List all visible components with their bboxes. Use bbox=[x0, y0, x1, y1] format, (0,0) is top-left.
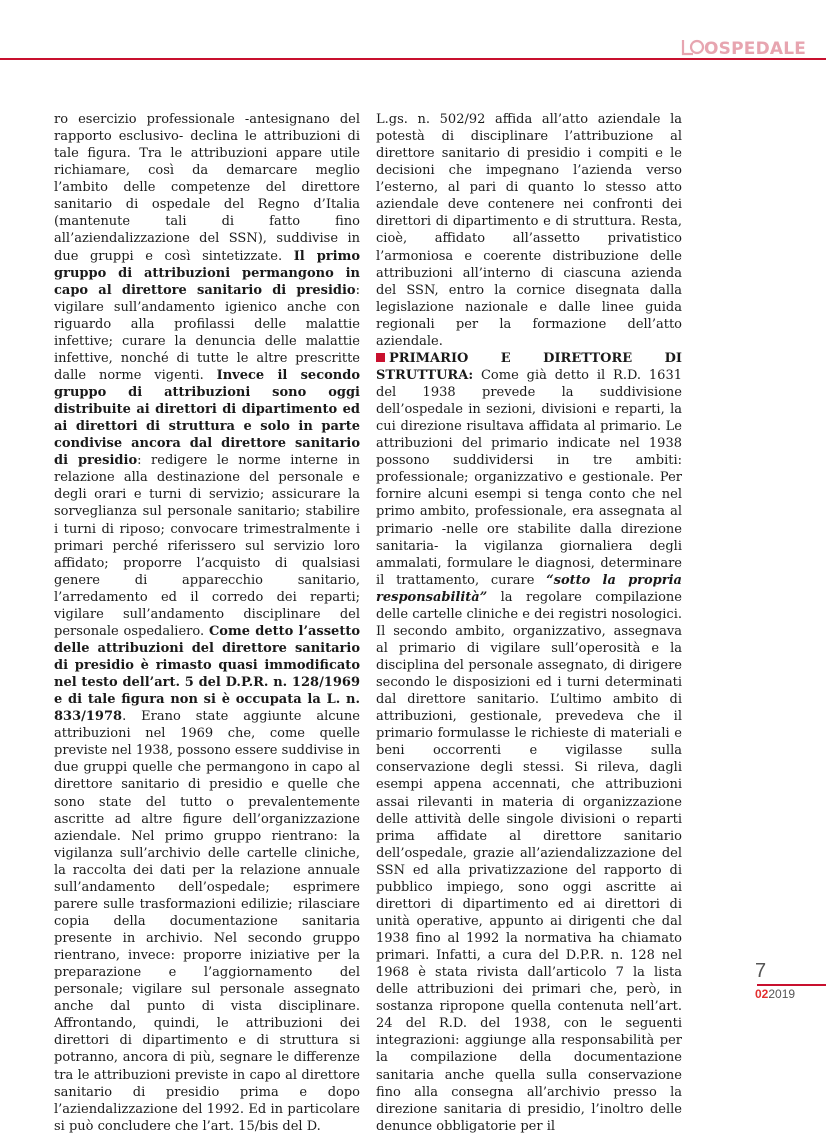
section-square-icon bbox=[376, 353, 385, 362]
quote-text: “sotto la propria responsabilità” bbox=[376, 572, 682, 605]
header-rule bbox=[0, 58, 826, 60]
right-paragraph-2: PRIMARIO E DIRETTORE DI STRUTTURA: Come già detto il R.D. 1631 del 1938 prevede la suddivisione dell’ospedale in sezioni, divisioni e reparti, la cui direzione risultava affidata al primario. Le attribuzioni del primario indicate nel 1938 possono suddividersi in tre ambiti: professionale; organizzativo e gestionale. Per fornire alcuni esempi si tenga conto che nel primo ambito, professionale, era assegnata al primario -nelle ore stabilite dalla direzione sanitaria- la vigilanza giornaliera degli ammalati, formulare le diagnosi, determinare il trattamento, curare “sotto la propria responsabilità” la regolare compilazione delle cartelle cliniche e dei registri nosologici. Il secondo ambito, organizzativo, assegnava al primario di vigilare sull’operosità e la disciplina del personale assegnato, di dirigere secondo le disposizioni ed i turni determinati dal direttore sanitario. L’ultimo ambito di attribuzioni, gestionale, prevedeva che il primario formulasse le richieste di materiali e beni occorrenti e vigilasse sulla conservazione degli stessi. Si rileva, dagli esempi appena accennati, che attribuzioni assai rilevanti in materia di organizzazione delle attività delle singole divisioni o reparti prima affidate al direttore sanitario dell’ospedale, grazie all’aziendalizzazione del SSN ed alla privatizzazione del rapporto di pubblico impiego, sono oggi ascritte ai direttori di dipartimento ed ai direttori di unità operative, appunto ai dirigenti che dal 1938 fino al 1992 la normativa ha chiamato primari. Infatti, a cura del D.P.R. n. 128 nel 1968 è stata rivista dall’articolo 7 la lista delle attribuzioni dei primari che, però, in sostanza ripropone quella contenuta nell’art. 24 del R.D. del 1938, con le seguenti integrazioni: aggiunge alla responsabilità per la compilazione della documentazione sanitaria anche quella sulla conservazione fino alla consegna all’archivio presso la direzione sanitaria di presidio, l’inoltro delle denunce obbligatorie per il bbox=[376, 350, 682, 1134]
brand-logo-icon bbox=[680, 38, 704, 58]
issue-number: 02 bbox=[755, 987, 769, 1001]
brand-text: OSPEDALE bbox=[704, 39, 807, 59]
section-heading: PRIMARIO E DIRETTORE DI STRUTTURA: bbox=[376, 350, 682, 383]
magazine-brand bbox=[680, 38, 820, 58]
left-paragraph: ro esercizio professionale -antesignano del rapporto esclusivo- declina le attribuzioni di tale figura. Tra le attribuzioni appare utile richiamare, così da demarcare meglio l’ambito delle competenze del direttore sanitario di ospedale del Regno d’Italia (mantenute tali di fatto fino all’aziendalizzazione del SSN), suddivise in due gruppi e così sintetizzate. Il primo gruppo di attribuzioni permangono in capo al direttore sanitario di presidio: vigilare sull’andamento igienico anche con riguardo alla profilassi delle malattie infettive; curare la denuncia delle malattie infettive, nonché di tutte le altre prescritte dalle norme vigenti. Invece il secondo gruppo di attribuzioni sono oggi distribuite ai direttori di dipartimento ed ai direttori di struttura e solo in parte condivise ancora dal direttore sanitario di presidio: redigere le norme interne in relazione alla destinazione del personale e degli orari e turni di servizio; assicurare la sorveglianza sul personale sanitario; stabilire i turni di riposo; convocare trimestralmente i primari perché riferissero sul servizio loro affidato; proporre l’acquisto di qualsiasi genere di apparecchio sanitario, l’arredamento ed il corredo dei reparti; vigilare sull’andamento disciplinare del personale ospedaliero. Come detto l’assetto delle attribuzioni del direttore sanitario di presidio è rimasto quasi immodificato nel testo dell’art. 5 del D.P.R. n. 128/1969 e di tale figura non si è occupata la L. n. 833/1978. Erano state aggiunte alcune attribuzioni nel 1969 che, come quelle previste nel 1938, possono essere suddivise in due gruppi quelle che permangono in capo al direttore sanitario di presidio e quelle che sono state del tutto o prevalentemente ascritte ad altre figure dell’organizzazione aziendale. Nel primo gruppo rientrano: la vigilanza sull’archivio delle cartelle cliniche, la raccolta dei dati per la relazione annuale sull’andamento dell’ospedale; esprimere parere sulle trasformazioni edilizie; rilasciare copia della documentazione sanitaria presente in archivio. Nel secondo gruppo rientrano, invece: proporre iniziative per la preparazione e l’aggiornamento del personale; vigilare sul personale assegnato anche dal punto di vista disciplinare. Affrontando, quindi, le attribuzioni dei direttori di dipartimento e di struttura si potranno, ancora di più, segnare le differenze tra le attribuzioni previste in capo al direttore sanitario di presidio prima e dopo l’aziendalizzazione del 1992. Ed in particolare si può concludere che l’art. 15/bis del D. bbox=[54, 112, 360, 1134]
issue-label bbox=[755, 987, 795, 1001]
bold-text: Invece il secondo gruppo di attribuzioni sono oggi distribuite ai direttori di dipartimento ed ai direttori di struttura e solo in parte condivise ancora dal direttore sanitario di presidio bbox=[54, 367, 360, 469]
bold-text: Come detto l’assetto delle attribuzioni del direttore sanitario di presidio è rimasto quasi immodificato nel testo dell’art. 5 del D.P.R. n. 128/1969 e di tale figura non si è occupata la L. n. 833/1978 bbox=[54, 623, 360, 725]
issue-year: 2019 bbox=[768, 987, 796, 1001]
left-column bbox=[54, 111, 360, 1135]
right-column bbox=[376, 111, 682, 1135]
footer-rule bbox=[757, 984, 826, 986]
page-number: 7 bbox=[755, 960, 767, 982]
right-paragraph-1: L.gs. n. 502/92 affida all’atto aziendale la potestà di disciplinare l’attribuzione al direttore sanitario di presidio i compiti e le decisioni che impegnano l’azienda verso l’esterno, al pari di quanto lo stesso atto aziendale deve contenere nei confronti dei direttori di dipartimento e di struttura. Resta, cioè, affidato all’assetto privatistico l’armoniosa e coerente distribuzione delle attribuzioni all’interno di ciascuna azienda del SSN, entro la cornice disegnata dalla legislazione nazionale e dalle linee guida regionali per la formazione dell’atto aziendale. bbox=[376, 112, 682, 349]
bold-text: Il primo gruppo di attribuzioni permangono in capo al direttore sanitario di presidio bbox=[54, 248, 360, 298]
